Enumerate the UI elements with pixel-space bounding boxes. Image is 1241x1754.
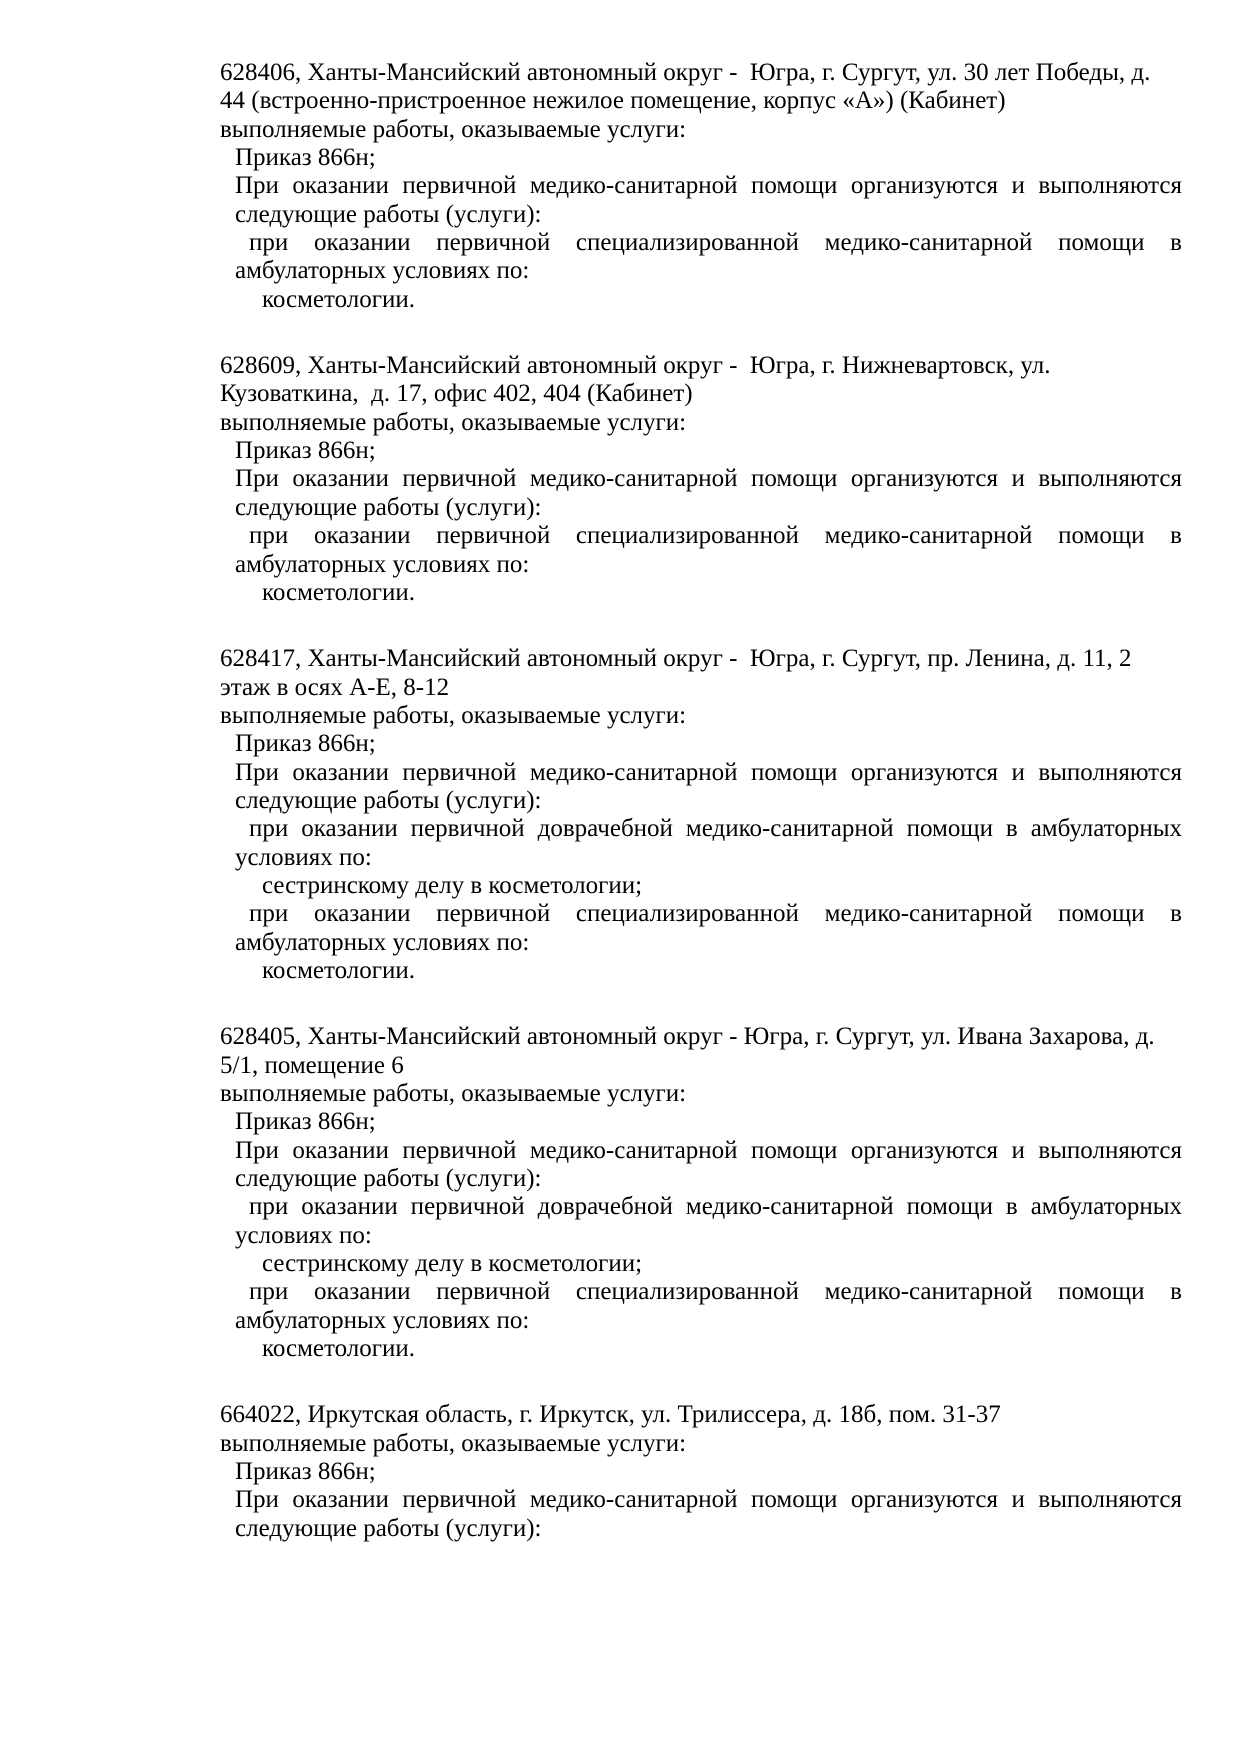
license-entry (220, 352, 1182, 607)
works-services-label: выполняемые работы, оказываемые услуги: (220, 701, 687, 729)
service-line: При оказании первичной медико-санитарной помощи организуются и выполняются (235, 172, 1182, 200)
service-line: при оказании первичной специализированной медико-санитарной помощи в (249, 1278, 1182, 1306)
service-line: следующие работы (услуги): (235, 1514, 542, 1542)
service-line: при оказании первичной доврачебной медико-санитарной помощи в амбулаторных (249, 1193, 1182, 1221)
service-line: При оказании первичной медико-санитарной помощи организуются и выполняются (235, 1136, 1182, 1164)
address-line: 44 (встроенно-пристроенное нежилое помещение, корпус «А») (Кабинет) (220, 87, 1006, 115)
service-line: условиях по: (235, 843, 372, 871)
service-line: При оказании первичной медико-санитарной помощи организуются и выполняются (235, 465, 1182, 493)
service-line: следующие работы (услуги): (235, 1165, 542, 1193)
service-line: косметологии. (262, 956, 416, 984)
service-line: При оказании первичной медико-санитарной помощи организуются и выполняются (235, 758, 1182, 786)
license-entry (220, 645, 1182, 985)
service-line: сестринскому делу в косметологии; (262, 871, 643, 899)
address-line: 628417, Ханты-Мансийский автономный округ - Югра, г. Сургут, пр. Ленина, д. 11, 2 (220, 645, 1132, 673)
service-line: амбулаторных условиях по: (235, 550, 530, 578)
order-line: Приказ 866н; (235, 730, 376, 758)
works-services-label: выполняемые работы, оказываемые услуги: (220, 408, 687, 436)
license-entry (220, 59, 1182, 314)
address-line: 5/1, помещение 6 (220, 1051, 404, 1079)
order-line: Приказ 866н; (235, 1108, 376, 1136)
works-services-label: выполняемые работы, оказываемые услуги: (220, 1080, 687, 1107)
order-line: Приказ 866н; (235, 437, 376, 465)
order-line: Приказ 866н; (235, 1458, 376, 1486)
works-services-label: выполняемые работы, оказываемые услуги: (220, 1429, 687, 1457)
service-line: косметологии. (262, 285, 416, 313)
service-line: косметологии. (262, 1335, 416, 1363)
license-entry (220, 1401, 1182, 1543)
document-content (220, 59, 1182, 1581)
service-line: следующие работы (услуги): (235, 200, 542, 228)
service-line: следующие работы (услуги): (235, 786, 542, 814)
service-line: при оказании первичной специализированной медико-санитарной помощи в (249, 900, 1182, 928)
service-line: амбулаторных условиях по: (235, 928, 530, 956)
address-line: 664022, Иркутская область, г. Иркутск, ул. Трилиссера, д. 18б, пом. 31-37 (220, 1401, 1001, 1429)
address-line: Кузоваткина, д. 17, офис 402, 404 (Кабинет) (220, 380, 693, 408)
service-line: амбулаторных условиях по: (235, 1306, 530, 1334)
license-entry (220, 1023, 1182, 1363)
service-line: косметологии. (262, 578, 416, 606)
service-line: следующие работы (услуги): (235, 493, 542, 521)
service-line: условиях по: (235, 1221, 372, 1249)
order-line: Приказ 866н; (235, 144, 376, 172)
address-line: этаж в осях А-Е, 8-12 (220, 673, 450, 701)
address-line: 628609, Ханты-Мансийский автономный округ - Югра, г. Нижневартовск, ул. (220, 352, 1051, 380)
service-line: При оказании первичной медико-санитарной помощи организуются и выполняются (235, 1486, 1182, 1514)
service-line: при оказании первичной специализированной медико-санитарной помощи в (249, 229, 1182, 257)
address-line: 628406, Ханты-Мансийский автономный округ - Югра, г. Сургут, ул. 30 лет Победы, д. (220, 59, 1151, 86)
service-line: при оказании первичной специализированной медико-санитарной помощи в (249, 522, 1182, 550)
works-services-label: выполняемые работы, оказываемые услуги: (220, 115, 687, 143)
service-line: амбулаторных условиях по: (235, 257, 530, 285)
service-line: при оказании первичной доврачебной медико-санитарной помощи в амбулаторных (249, 815, 1182, 843)
service-line: сестринскому делу в косметологии; (262, 1250, 643, 1278)
address-line: 628405, Ханты-Мансийский автономный округ - Югра, г. Сургут, ул. Ивана Захарова, д. (220, 1023, 1155, 1051)
